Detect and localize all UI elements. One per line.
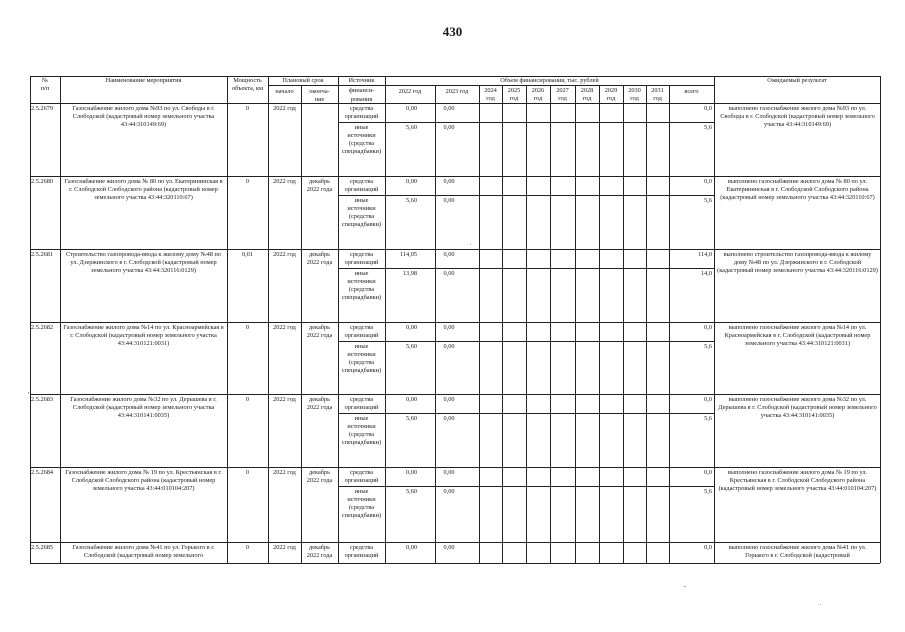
page-number: 430 xyxy=(442,24,463,39)
header-2023: 2023 год xyxy=(445,88,469,95)
row-2023-1: 0,00 xyxy=(443,544,455,551)
row-end: декабрь 2022 года xyxy=(306,396,333,411)
row-2022-2: 5,60 xyxy=(405,343,417,350)
row-2022-2: 5,60 xyxy=(405,488,417,495)
header-start: начало xyxy=(275,88,294,95)
row-end: декабрь 2022 года xyxy=(306,469,333,484)
row-end: декабрь 2022 года xyxy=(306,178,333,193)
grid-line-vertical xyxy=(880,76,881,563)
row-result: выполнено газоснабжение жилого дома №93 по ул. Свободы в г. Слободской (кадастровый номер земельного участка 43:44:310149:69) xyxy=(720,105,875,128)
grid-line-horizontal xyxy=(30,394,880,395)
row-source-1: средства организаций xyxy=(344,469,379,484)
row-2023-2: 0,00 xyxy=(443,124,455,131)
header-source-3: рования xyxy=(350,96,373,103)
row-result: выполнено газоснабжение жилого дома № 80 по ул. Екатерининская в г. Слободской Слободского района (кадастровый номер земельного участка 43:44:320110:67) xyxy=(720,178,875,201)
row-2022-2: 5,60 xyxy=(405,197,417,204)
row-number: 2.5.2682 xyxy=(31,324,54,331)
row-result: выполнено строительство газопровода-ввода к жилому дому №48 по ул. Дзержинского в г. Слободской (кадастровый номер земельного участка 43:44:320116:0129) xyxy=(717,251,878,274)
row-source-1: средства организаций xyxy=(344,324,379,339)
grid-line-vertical xyxy=(599,85,600,563)
row-name: Строительство газопровода-ввода к жилому дому №48 по ул. Дзержинского в г. Слободской (кадастровый номер земельного участка 43:44:320116:0129) xyxy=(65,251,222,274)
row-capacity: 0 xyxy=(245,544,250,551)
row-2023-2: 0,00 xyxy=(443,197,455,204)
header-year-2031: 2031 xyxy=(651,87,664,94)
row-result: выполнено газоснабжение жилого дома №32 по ул. Дерышева в г. Слободской (кадастровый номер земельного участка 43:44:310141:0035) xyxy=(718,396,877,419)
grid-line-horizontal xyxy=(30,563,880,564)
row-2022-1: 0,00 xyxy=(405,544,417,551)
grid-line-vertical xyxy=(550,85,551,563)
row-2023-2: 0,00 xyxy=(443,343,455,350)
header-capacity: Мощность xyxy=(233,77,262,84)
row-start: 2022 год xyxy=(273,544,296,551)
row-capacity: 0,01 xyxy=(241,251,254,258)
header-num-pp: п/п xyxy=(40,85,50,92)
grid-line-horizontal xyxy=(338,413,714,414)
grid-line-vertical xyxy=(30,76,31,563)
row-end: декабрь 2022 года xyxy=(306,324,333,339)
grid-line-horizontal xyxy=(338,122,714,123)
header-year-god: год xyxy=(582,95,592,102)
header-year-2026: 2026 xyxy=(531,87,545,94)
row-total-2: 5,6 xyxy=(704,124,712,131)
row-name: Газоснабжение жилого дома № 19 по ул. Крестьянская в г. Слободской Слободского района (кадастровый номер земельного участка 43:44:010104:207) xyxy=(65,469,222,492)
grid-line-horizontal xyxy=(30,467,880,468)
row-2023-1: 0,00 xyxy=(443,324,455,331)
grid-line-vertical xyxy=(526,85,527,563)
row-2023-1: 0,00 xyxy=(443,469,455,476)
row-name: Газоснабжение жилого дома №14 по ул. Красноармейская в г. Слободской (кадастровый номер земельного участка 43:44:310121:0031) xyxy=(63,324,224,347)
row-source-1: средства организаций xyxy=(344,251,379,266)
row-2022-1: 0,00 xyxy=(405,324,417,331)
header-capacity-unit: объекта, км xyxy=(231,85,264,92)
row-source-1: средства организаций xyxy=(344,105,379,120)
row-number: 2.5.2679 xyxy=(31,105,54,112)
row-name: Газоснабжение жилого дома №32 по ул. Дерышева в г. Слободской (кадастровый номер земельного участка 43:44:310141:0035) xyxy=(70,396,217,419)
grid-line-vertical xyxy=(268,76,269,563)
row-2023-1: 0,00 xyxy=(443,178,455,185)
grid-line-vertical xyxy=(385,76,386,563)
row-2022-1: 0,00 xyxy=(405,469,417,476)
header-result: Ожидаемый результат xyxy=(767,77,827,84)
row-2023-1: 0,00 xyxy=(443,105,455,112)
row-start: 2022 год xyxy=(273,469,296,476)
grid-line-vertical xyxy=(479,85,480,563)
header-end-2: ние xyxy=(314,96,325,103)
header-num: № xyxy=(41,77,48,84)
header-year-god: год xyxy=(558,95,567,102)
row-2022-1: 114,05 xyxy=(399,251,417,258)
row-2023-2: 0,00 xyxy=(443,488,455,495)
header-year-god: год xyxy=(630,95,639,102)
scan-speck xyxy=(684,586,686,587)
header-year-god: год xyxy=(606,95,616,102)
row-name: Газоснабжение жилого дома №41 по ул. Горького в г. Слободской (кадастровый номер земельного xyxy=(72,544,215,559)
row-capacity: 0 xyxy=(245,105,250,112)
header-year-god: год xyxy=(533,95,543,102)
header-total: всего xyxy=(684,88,699,95)
scan-speck xyxy=(470,244,471,245)
row-total-2: 5,6 xyxy=(704,343,712,350)
row-2022-2: 13,98 xyxy=(402,270,417,277)
row-2023-2: 0,00 xyxy=(443,270,455,277)
row-2022-1: 0,00 xyxy=(405,105,417,112)
row-2022-2: 5,60 xyxy=(405,124,417,131)
row-source-1: средства организаций xyxy=(344,178,379,193)
row-2023-1: 0,00 xyxy=(443,251,455,258)
row-capacity: 0 xyxy=(245,178,250,185)
row-capacity: 0 xyxy=(245,469,250,476)
row-end: декабрь 2022 года xyxy=(306,251,333,266)
header-source-2: финанси- xyxy=(348,87,375,94)
grid-line-vertical xyxy=(502,85,503,563)
row-number: 2.5.2684 xyxy=(31,469,54,476)
row-total-1: 0,0 xyxy=(704,544,712,551)
grid-line-horizontal xyxy=(30,249,880,250)
grid-line-vertical xyxy=(646,85,647,563)
row-result: выполнено газоснабжение жилого дома №41 по ул. Горького в г. Слободской (кадастровый xyxy=(728,544,867,559)
row-start: 2022 год xyxy=(273,105,296,112)
grid-line-vertical xyxy=(60,76,61,563)
grid-line-horizontal xyxy=(30,322,880,323)
grid-line-vertical xyxy=(623,85,624,563)
row-number: 2.5.2683 xyxy=(31,396,54,403)
header-plan-term: Плановый срок xyxy=(282,77,324,84)
grid-line-vertical xyxy=(714,76,715,563)
row-source-2: иные источники (средства спецнадбавки) xyxy=(341,343,382,374)
grid-line-horizontal xyxy=(30,542,880,543)
scan-speck xyxy=(28,392,29,394)
header-year-2027: 2027 xyxy=(556,87,569,94)
header-year-2024: 2024 xyxy=(484,87,497,94)
header-year-god: год xyxy=(509,95,519,102)
row-result: выполнено газоснабжение жилого дома № 19 по ул. Крестьянская в г. Слободской Слободского района (кадастровый номер земельного участка 43:44:010104:207) xyxy=(718,469,877,492)
row-start: 2022 год xyxy=(273,178,296,185)
row-2022-1: 0,00 xyxy=(405,396,417,403)
row-number: 2.5.2681 xyxy=(31,251,54,258)
row-capacity: 0 xyxy=(245,324,250,331)
row-capacity: 0 xyxy=(245,396,250,403)
row-total-2: 5,6 xyxy=(704,415,712,422)
row-total-2: 14,0 xyxy=(700,270,712,277)
header-year-god: год xyxy=(653,95,662,102)
header-year-2029: 2029 xyxy=(604,87,618,94)
grid-line-vertical xyxy=(227,76,228,563)
row-total-1: 0,0 xyxy=(704,178,712,185)
row-source-1: средства организаций xyxy=(344,544,379,559)
row-total-1: 114,0 xyxy=(698,251,712,258)
row-total-1: 0,0 xyxy=(704,105,712,112)
row-total-2: 5,6 xyxy=(704,197,712,204)
row-2022-1: 0,00 xyxy=(405,178,417,185)
row-source-2: иные источники (средства спецнадбавки) xyxy=(341,197,382,228)
row-2023-2: 0,00 xyxy=(443,415,455,422)
header-name: Наименование мероприятия xyxy=(105,77,182,84)
row-start: 2022 год xyxy=(273,251,296,258)
row-source-2: иные источники (средства спецнадбавки) xyxy=(341,270,382,301)
scan-speck xyxy=(820,604,821,605)
header-year-2030: 2030 xyxy=(628,87,641,94)
grid-line-horizontal xyxy=(338,268,714,269)
grid-line-horizontal xyxy=(338,486,714,487)
row-total-1: 0,0 xyxy=(704,396,712,403)
row-total-1: 0,0 xyxy=(704,324,712,331)
row-start: 2022 год xyxy=(273,396,296,403)
grid-line-horizontal xyxy=(268,85,385,86)
row-total-2: 5,6 xyxy=(704,488,712,495)
row-total-1: 0,0 xyxy=(704,469,712,476)
header-2022: 2022 год xyxy=(398,88,422,95)
row-name: Газоснабжение жилого дома № 80 по ул. Екатерининская в г. Слободской Слободского района (кадастровый номер земельного участка 43:44:320110:67) xyxy=(64,178,223,201)
grid-line-vertical xyxy=(435,85,436,563)
grid-line-horizontal xyxy=(338,341,714,342)
row-start: 2022 год xyxy=(273,324,296,331)
header-year-god: год xyxy=(486,95,495,102)
grid-line-horizontal xyxy=(30,103,880,104)
header-end: оконча- xyxy=(309,88,330,95)
header-year-2028: 2028 xyxy=(580,87,594,94)
header-year-2025: 2025 xyxy=(507,87,521,94)
row-name: Газоснабжение жилого дома №93 по ул. Свободы в г. Слободской (кадастровый номер земельного участка 43:44:310149:69) xyxy=(72,105,215,128)
row-result: выполнено газоснабжение жилого дома №14 по ул. Красноармейская в г. Слободской (кадастровый номер земельного участка 43:44:310121:0031) xyxy=(724,324,871,347)
row-end: декабрь 2022 года xyxy=(306,544,333,559)
row-source-2: иные источники (средства спецнадбавки) xyxy=(341,415,382,446)
header-volume: Объем финансирования, тыс. рублей xyxy=(500,77,599,84)
row-number: 2.5.2680 xyxy=(31,178,54,185)
row-source-2: иные источники (средства спецнадбавки) xyxy=(341,488,382,519)
grid-line-horizontal xyxy=(338,195,714,196)
row-2023-1: 0,00 xyxy=(443,396,455,403)
row-source-1: средства организаций xyxy=(344,396,379,411)
row-source-2: иные источники (средства спецнадбавки) xyxy=(341,124,382,155)
grid-line-vertical xyxy=(575,85,576,563)
grid-line-vertical xyxy=(338,76,339,563)
row-2022-2: 5,60 xyxy=(405,415,417,422)
header-source: Источник xyxy=(348,77,375,84)
row-number: 2.5.2685 xyxy=(31,544,54,551)
grid-line-horizontal xyxy=(30,176,880,177)
